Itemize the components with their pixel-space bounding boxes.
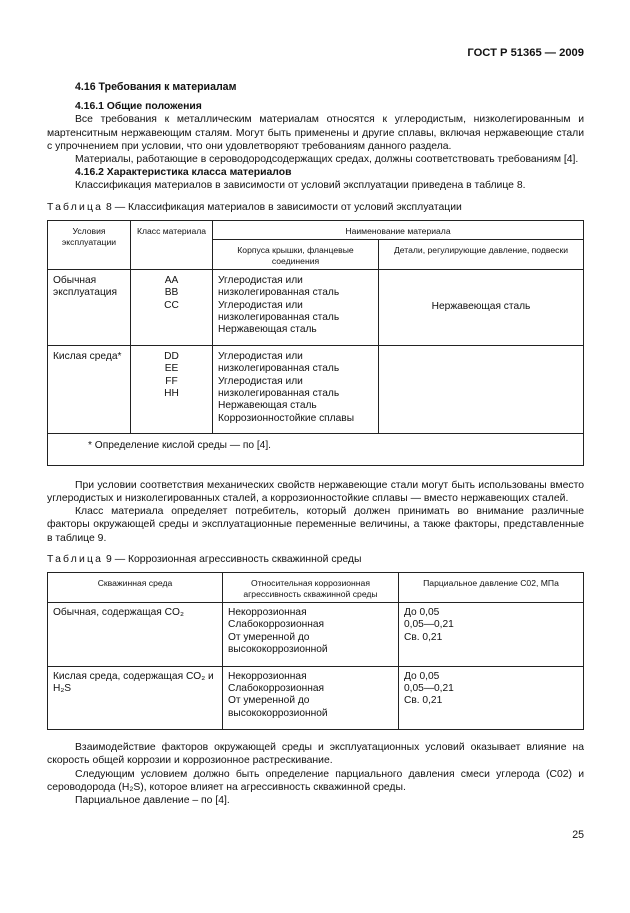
condition-cell: Обычная эксплуатация: [48, 269, 131, 345]
header-partial-pressure: Парциальное давление С02, МПа: [399, 572, 584, 602]
section-title: 4.16 Требования к материалам: [75, 81, 237, 93]
table-header-row: [48, 220, 584, 239]
paragraph: Парциальное давление – по [4].: [75, 794, 230, 806]
header-body: Корпуса крышки, фланцевые соединения: [213, 239, 379, 269]
details-material-cell: Нержавеющая сталь: [379, 269, 584, 345]
table-row: [48, 666, 584, 730]
table-header-row: [48, 572, 584, 602]
header-material-name: Наименование материала: [213, 220, 584, 239]
header-class: Класс материала: [131, 220, 213, 269]
table-9: [47, 572, 584, 730]
table-9-caption: Таблица 9 — Коррозионная агрессивность скважинной среды: [47, 553, 362, 565]
paragraph: Следующим условием должно быть определение парциального давления смеси углерода (С02) и сероводорода (H₂S), которое влияет на агрессивность скважинной среды.: [47, 768, 584, 793]
paragraph: Класс материала определяет потребитель, который должен принимать во внимание различные факторы окружающей среды и эксплуатационные переменные величины, а также факторы, представленные в таблице 9.: [47, 506, 584, 544]
aggressiveness-cell: Некоррозионная Слабокоррозионная От умеренной до высококоррозионной: [223, 602, 399, 666]
table-footnote: * Определение кислой среды — по [4].: [48, 434, 584, 465]
aggressiveness-cell: Некоррозионная Слабокоррозионная От умеренной до высококоррозионной: [223, 666, 399, 730]
subsection-title-material-class: 4.16.2 Характеристика класса материалов: [75, 167, 292, 179]
body-material-cell: Углеродистая или низколегированная сталь Углеродистая или низколегированная сталь Нержавеющая сталь Коррозионностойкие сплавы: [213, 345, 379, 433]
table-8-caption: Таблица 8 — Классификация материалов в зависимости от условий эксплуатации: [47, 201, 462, 213]
header-aggressiveness: Относительная коррозионная агрессивность скважинной среды: [223, 572, 399, 602]
condition-cell: Кислая среда*: [48, 345, 131, 433]
paragraph: Материалы, работающие в сероводородсодержащих средах, должны соответствовать требованиям [4].: [75, 154, 579, 166]
class-cell: AA BB CC: [131, 269, 213, 345]
document-id-header: ГОСТ Р 51365 — 2009: [467, 47, 584, 59]
environment-cell: Обычная, содержащая CO₂: [48, 602, 223, 666]
pressure-cell: До 0,05 0,05—0,21 Св. 0,21: [399, 602, 584, 666]
table-row: [48, 602, 584, 666]
header-conditions: Условия эксплуатации: [48, 220, 131, 269]
environment-cell: Кислая среда, содержащая CO₂ и H₂S: [48, 666, 223, 730]
table-8: [47, 220, 584, 466]
body-material-cell: Углеродистая или низколегированная сталь Углеродистая или низколегированная сталь Нержавеющая сталь: [213, 269, 379, 345]
subsection-title-general: 4.16.1 Общие положения: [75, 101, 202, 113]
paragraph: Классификация материалов в зависимости от условий эксплуатации приведена в таблице 8.: [75, 180, 526, 192]
paragraph: Взаимодействие факторов окружающей среды и эксплуатационных условий оказывает влияние на скорость общей коррозии и коррозионное растрескивание.: [47, 742, 584, 767]
page-number: 25: [572, 829, 584, 841]
header-details: Детали, регулирующие давление, подвески: [379, 239, 584, 269]
details-material-cell: [379, 345, 584, 433]
pressure-cell: До 0,05 0,05—0,21 Св. 0,21: [399, 666, 584, 730]
table-row: [48, 345, 584, 433]
main-content: [47, 81, 584, 807]
paragraph: При условии соответствия механических свойств нержавеющие стали могут быть использованы вместо углеродистых и низколегированных сталей, а коррозионностойкие сплавы — вместо нержавеющих сталей.: [47, 479, 584, 504]
header-environment: Скважинная среда: [48, 572, 223, 602]
table-footnote-row: [48, 434, 584, 465]
class-cell: DD EE FF HH: [131, 345, 213, 433]
paragraph: Все требования к металлическим материалам относятся к углеродистым, низколегированным и мартенситным нержавеющим сталям. Могут быть применены и другие сплавы, включая нержавеющие стали с упрочнением при условии, что они удовлетворяют требованиям данного раздела.: [47, 114, 584, 152]
table-row: [48, 269, 584, 345]
